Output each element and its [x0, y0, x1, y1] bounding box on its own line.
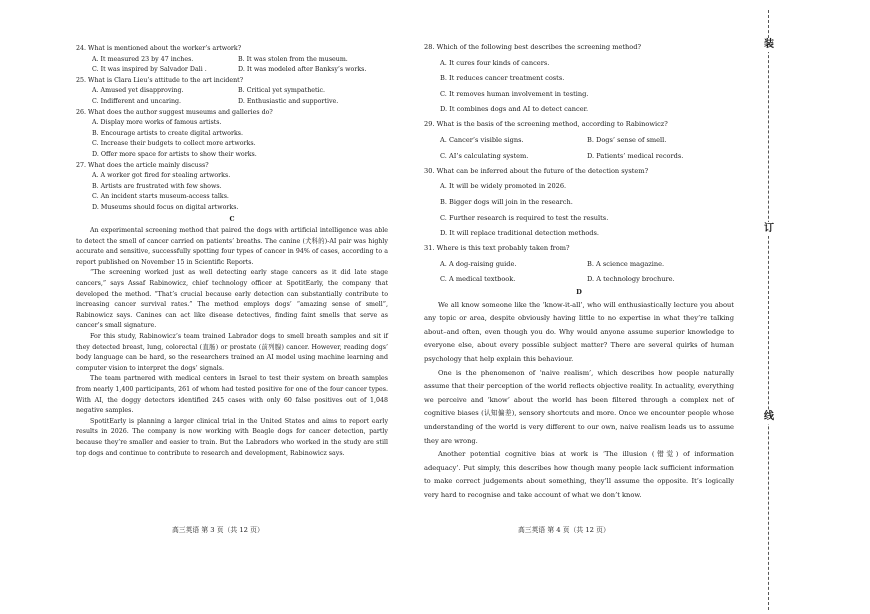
question-stem: 27. What does the article mainly discuss? — [76, 161, 209, 169]
passage-paragraph: “The screening worked just as well detecting early stage cancers as it did late stage cancers,” says Assaf Rabinowicz, chief technology officer at SpotitEarly, the company that developed the method. “That’s crucial because early detection can substantially contribute to increasing cancer survival rates.” The method employs dogs’ “amazing sense of smell”, Rabinowicz says. Canines can act like disease detectives, finding faint smells that serve as cancer’s small signature. — [76, 269, 388, 330]
question-28 — [424, 42, 734, 115]
question-stem: 25. What is Clara Lieu’s attitude to the art incident? — [76, 76, 244, 84]
passage-paragraph: We all know someone like the ‘know-it-all’, who will enthusiastically lecture you about any topic or area, despite obviously having little to no expertise in what they’re talking about–and often, even though you do. Why would anyone assume superior knowledge to everyone else, about every possible subject matter? There are several quirks of human psychology that help explain this behaviour. — [424, 300, 734, 363]
binding-char: 装 — [760, 38, 778, 52]
option-b[interactable]: B. Encourage artists to create digital artworks. — [92, 129, 244, 137]
option-d[interactable]: D. Patients’ medical records. — [587, 151, 684, 160]
option-d[interactable]: D. It will replace traditional detection methods. — [440, 229, 599, 238]
question-stem: 28. Which of the following best describes the screening method? — [424, 43, 642, 51]
binding-margin — [760, 0, 778, 614]
page-3-column — [76, 44, 388, 459]
option-d[interactable]: D. It combines dogs and AI to detect cancer. — [440, 105, 589, 114]
question-stem: 29. What is the basis of the screening method, according to Rabinowicz? — [424, 120, 668, 129]
passage-paragraph: The team partnered with medical centers in Israel to test their system on breath samples from nearly 1,400 participants, 261 of whom had tested positive for one of the four cancer types. With AI, the doggy detectors identified 245 cases with only 60 false positives out of 1,048 negative samples. — [76, 375, 388, 415]
option-b[interactable]: B. Dogs’ sense of smell. — [587, 136, 667, 145]
option-b[interactable]: B. A science magazine. — [587, 259, 665, 268]
option-d[interactable]: D. Enthusiastic and supportive. — [238, 97, 339, 105]
question-25 — [76, 76, 388, 108]
option-a[interactable]: A. Cancer’s visible signs. — [440, 136, 524, 145]
option-b[interactable]: B. It was stolen from the museum. — [238, 55, 348, 63]
binding-char: 订 — [760, 222, 778, 236]
option-c[interactable]: C. An incident starts museum-access talks. — [92, 193, 229, 201]
passage-paragraph: An experimental screening method that paired the dogs with artificial intelligence was able to detect the smell of cancer carried on patients’ breaths. The canine (犬科的)-AI pair was highly accurate and sensitive, successfully spotting four types of cancer in 94% of cases, according to a report published on November 15 in Scientific Reports. — [76, 227, 388, 266]
option-b[interactable]: B. Critical yet sympathetic. — [238, 87, 326, 95]
option-c[interactable]: C. A medical textbook. — [440, 275, 516, 284]
question-stem: 26. What does the author suggest museums and galleries do? — [76, 108, 273, 116]
option-a[interactable]: A. Display more works of famous artists. — [92, 119, 222, 127]
question-24 — [76, 44, 388, 76]
question-stem: 31. Where is this text probably taken from? — [424, 244, 570, 253]
option-a[interactable]: A. It cures four kinds of cancers. — [440, 58, 550, 67]
question-31 — [424, 243, 734, 285]
option-d[interactable]: D. Offer more space for artists to show their works. — [92, 150, 257, 158]
page-footer: 高三英语 第 4 页（共 12 页） — [518, 526, 610, 534]
option-b[interactable]: B. Bigger dogs will join in the research. — [440, 197, 573, 206]
option-a[interactable]: A. It will be widely promoted in 2026. — [440, 182, 567, 191]
binding-dashed-line — [768, 10, 769, 610]
option-a[interactable]: A. Amused yet disapproving. — [92, 87, 184, 95]
option-d[interactable]: D. It was modeled after Banksy’s works. — [238, 66, 367, 74]
passage-paragraph: Another potential cognitive bias at work is ‘The illusion (错觉) of information adequacy’. Put simply, this describes how though many people lack sufficient information to make correct judgements about something, they’ll assume the opposite. It’s logically very hard to recognise and take account of what we don’t know. — [424, 450, 734, 499]
option-b[interactable]: B. Artists are frustrated with few shows. — [92, 182, 222, 190]
option-c[interactable]: C. Indifferent and uncaring. — [92, 97, 182, 105]
question-27 — [76, 161, 388, 214]
passage-paragraph: SpotitEarly is planning a larger clinical trial in the United States and aims to report early results in 2026. The company is now working with Beagle dogs for cancer detection, partly because they’re smaller and easier to train. But the Labradors who worked in the study are still top dogs and continue to contribute to research and development, Rabinowicz says. — [76, 417, 388, 457]
option-a[interactable]: A. It measured 23 by 47 inches. — [92, 55, 194, 63]
option-d[interactable]: D. Museums should focus on digital artworks. — [92, 203, 239, 211]
page-footer: 高三英语 第 3 页（共 12 页） — [172, 526, 264, 534]
passage-paragraph: One is the phenomenon of ‘naive realism’, which describes how people naturally assume that their perception of the world reflects objective reality. In actuality, everything we perceive and ‘know’ about the world has been filtered through a complex net of cognitive biases (认知偏差), sensory shortcuts and more. Once we encounter people whose understanding of the world is very different to our own, naive realism leads us to assume they are wrong. — [424, 368, 734, 445]
section-title: D — [576, 287, 582, 296]
option-d[interactable]: D. A technology brochure. — [587, 275, 675, 284]
question-29 — [424, 119, 734, 161]
option-c[interactable]: C. AI’s calculating system. — [440, 151, 529, 160]
question-stem: 30. What can be inferred about the future of the detection system? — [424, 166, 649, 175]
question-30 — [424, 166, 734, 239]
question-26 — [76, 108, 388, 161]
option-b[interactable]: B. It reduces cancer treatment costs. — [440, 74, 565, 83]
question-stem: 24. What is mentioned about the worker’s artwork? — [76, 45, 242, 52]
option-a[interactable]: A. A dog-raising guide. — [440, 259, 517, 268]
option-c[interactable]: C. Further research is required to test the results. — [440, 213, 609, 222]
binding-char: 线 — [760, 410, 778, 424]
passage-paragraph: For this study, Rabinowicz’s team trained Labrador dogs to smell breath samples and sit if they detected breast, lung, colorectal (直肠) or prostate (前列腺) cancer. However, reading dogs’ body language can be hard, so the researchers trained an AI model using machine learning and computer vision to interpret the dogs’ signals. — [76, 333, 388, 372]
option-c[interactable]: C. It removes human involvement in testing. — [440, 89, 589, 98]
option-c[interactable]: C. Increase their budgets to collect more artworks. — [92, 140, 256, 148]
option-a[interactable]: A. A worker got fired for stealing artworks. — [92, 172, 231, 180]
page-4-column — [424, 38, 734, 503]
section-title: C — [229, 215, 235, 223]
option-c[interactable]: C. It was inspired by Salvador Dali . — [92, 66, 207, 74]
